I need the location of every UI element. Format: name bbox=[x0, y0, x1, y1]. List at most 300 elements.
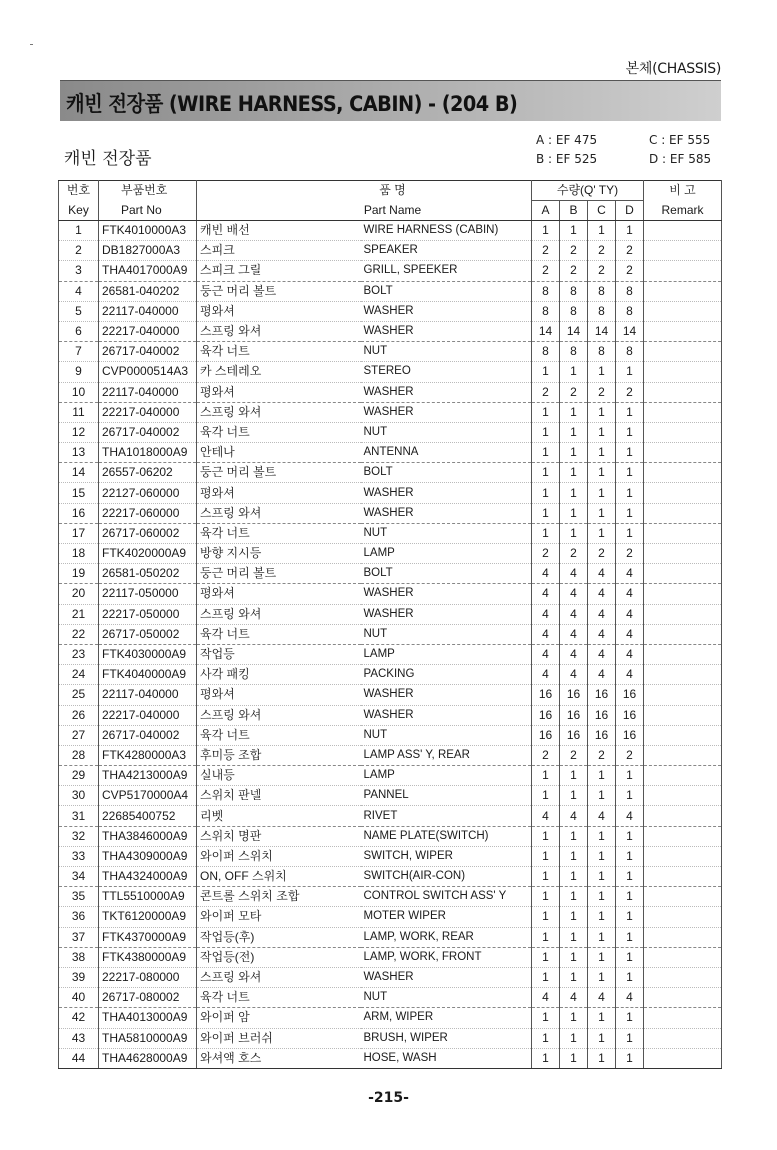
row-key: 33 bbox=[59, 846, 99, 866]
row-qty-d: 1 bbox=[616, 362, 644, 382]
row-key: 38 bbox=[59, 947, 99, 967]
row-qty-a: 1 bbox=[532, 867, 560, 887]
row-qty-d: 16 bbox=[616, 685, 644, 705]
row-remark bbox=[644, 281, 722, 301]
table-row bbox=[59, 988, 722, 1008]
row-qty-b: 1 bbox=[560, 1008, 588, 1028]
row-qty-a: 2 bbox=[532, 241, 560, 261]
table-row bbox=[59, 463, 722, 483]
model-legend-c: C : EF 555 bbox=[649, 133, 711, 147]
row-name-ko: 스프링 와셔 bbox=[197, 604, 361, 624]
row-remark bbox=[644, 301, 722, 321]
table-row bbox=[59, 745, 722, 765]
row-name-en: LAMP, WORK, FRONT bbox=[361, 947, 532, 967]
row-part-no: 26717-040002 bbox=[99, 725, 197, 745]
row-remark bbox=[644, 362, 722, 382]
row-qty-a: 4 bbox=[532, 624, 560, 644]
row-name-ko: 육각 너트 bbox=[197, 725, 361, 745]
table-row bbox=[59, 261, 722, 281]
row-part-no: CVP0000514A3 bbox=[99, 362, 197, 382]
page-number: -215- bbox=[368, 1090, 409, 1106]
row-remark bbox=[644, 321, 722, 341]
row-part-no: FTK4020000A9 bbox=[99, 544, 197, 564]
row-part-no: 22217-080000 bbox=[99, 967, 197, 987]
header-partno-en: Part No bbox=[99, 201, 197, 221]
row-qty-c: 4 bbox=[588, 665, 616, 685]
row-name-en: WASHER bbox=[361, 584, 532, 604]
row-qty-b: 2 bbox=[560, 382, 588, 402]
row-remark bbox=[644, 1028, 722, 1048]
row-part-no: FTK4040000A9 bbox=[99, 665, 197, 685]
row-qty-c: 1 bbox=[588, 422, 616, 442]
row-qty-a: 1 bbox=[532, 826, 560, 846]
row-remark bbox=[644, 584, 722, 604]
row-qty-c: 8 bbox=[588, 281, 616, 301]
row-key: 26 bbox=[59, 705, 99, 725]
row-name-ko: 후미등 조합 bbox=[197, 745, 361, 765]
row-key: 36 bbox=[59, 907, 99, 927]
row-name-ko: ON, OFF 스위치 bbox=[197, 867, 361, 887]
table-row bbox=[59, 281, 722, 301]
row-qty-d: 4 bbox=[616, 665, 644, 685]
row-name-ko: 스프링 와셔 bbox=[197, 705, 361, 725]
row-key: 34 bbox=[59, 867, 99, 887]
row-name-en: NAME PLATE(SWITCH) bbox=[361, 826, 532, 846]
row-key: 43 bbox=[59, 1028, 99, 1048]
row-remark bbox=[644, 624, 722, 644]
header-key-ko: 번호 bbox=[59, 181, 99, 201]
row-name-ko: 스위치 명판 bbox=[197, 826, 361, 846]
row-qty-d: 1 bbox=[616, 463, 644, 483]
row-qty-c: 2 bbox=[588, 544, 616, 564]
table-row bbox=[59, 705, 722, 725]
row-key: 32 bbox=[59, 826, 99, 846]
row-name-ko: 평와셔 bbox=[197, 584, 361, 604]
row-name-en: PANNEL bbox=[361, 786, 532, 806]
row-qty-d: 4 bbox=[616, 644, 644, 664]
row-name-ko: 카 스테레오 bbox=[197, 362, 361, 382]
row-key: 30 bbox=[59, 786, 99, 806]
row-qty-b: 1 bbox=[560, 221, 588, 241]
row-part-no: DB1827000A3 bbox=[99, 241, 197, 261]
row-qty-c: 1 bbox=[588, 826, 616, 846]
row-qty-a: 8 bbox=[532, 342, 560, 362]
row-qty-a: 2 bbox=[532, 544, 560, 564]
row-remark bbox=[644, 907, 722, 927]
row-qty-d: 1 bbox=[616, 786, 644, 806]
row-key: 20 bbox=[59, 584, 99, 604]
table-row bbox=[59, 725, 722, 745]
row-name-en: WASHER bbox=[361, 705, 532, 725]
row-name-ko: 평와셔 bbox=[197, 301, 361, 321]
row-qty-a: 4 bbox=[532, 988, 560, 1008]
table-row bbox=[59, 826, 722, 846]
row-name-en: BRUSH, WIPER bbox=[361, 1028, 532, 1048]
row-qty-c: 4 bbox=[588, 644, 616, 664]
row-key: 29 bbox=[59, 766, 99, 786]
row-key: 31 bbox=[59, 806, 99, 826]
row-remark bbox=[644, 604, 722, 624]
row-remark bbox=[644, 846, 722, 866]
row-qty-b: 4 bbox=[560, 604, 588, 624]
row-qty-d: 4 bbox=[616, 806, 644, 826]
row-qty-c: 16 bbox=[588, 725, 616, 745]
row-name-ko: 스프링 와셔 bbox=[197, 967, 361, 987]
row-qty-c: 2 bbox=[588, 241, 616, 261]
section-tag: 본체(CHASSIS) bbox=[625, 61, 721, 77]
table-row bbox=[59, 1048, 722, 1068]
row-qty-c: 8 bbox=[588, 342, 616, 362]
row-remark bbox=[644, 564, 722, 584]
row-qty-c: 1 bbox=[588, 443, 616, 463]
row-remark bbox=[644, 988, 722, 1008]
row-name-ko: 와이퍼 모타 bbox=[197, 907, 361, 927]
row-remark bbox=[644, 685, 722, 705]
row-part-no: 22685400752 bbox=[99, 806, 197, 826]
row-qty-a: 1 bbox=[532, 1028, 560, 1048]
header-name-en: Part Name bbox=[197, 201, 532, 221]
row-remark bbox=[644, 483, 722, 503]
row-qty-b: 4 bbox=[560, 624, 588, 644]
row-qty-b: 2 bbox=[560, 241, 588, 261]
row-part-no: 26717-060002 bbox=[99, 523, 197, 543]
row-name-en: WASHER bbox=[361, 483, 532, 503]
row-key: 6 bbox=[59, 321, 99, 341]
row-key: 39 bbox=[59, 967, 99, 987]
row-qty-d: 1 bbox=[616, 846, 644, 866]
row-qty-d: 16 bbox=[616, 705, 644, 725]
row-key: 40 bbox=[59, 988, 99, 1008]
row-key: 28 bbox=[59, 745, 99, 765]
row-key: 44 bbox=[59, 1048, 99, 1068]
row-qty-b: 1 bbox=[560, 1048, 588, 1068]
row-qty-d: 1 bbox=[616, 967, 644, 987]
row-part-no: FTK4280000A3 bbox=[99, 745, 197, 765]
table-row bbox=[59, 644, 722, 664]
row-name-ko: 실내등 bbox=[197, 766, 361, 786]
row-key: 11 bbox=[59, 402, 99, 422]
row-qty-d: 1 bbox=[616, 221, 644, 241]
row-qty-d: 2 bbox=[616, 261, 644, 281]
row-key: 2 bbox=[59, 241, 99, 261]
row-qty-d: 1 bbox=[616, 927, 644, 947]
row-name-ko: 스위치 판넬 bbox=[197, 786, 361, 806]
row-part-no: 22217-040000 bbox=[99, 402, 197, 422]
row-qty-c: 1 bbox=[588, 927, 616, 947]
row-qty-d: 2 bbox=[616, 745, 644, 765]
row-name-en: LAMP, WORK, REAR bbox=[361, 927, 532, 947]
row-qty-b: 1 bbox=[560, 362, 588, 382]
row-qty-c: 1 bbox=[588, 786, 616, 806]
row-qty-b: 1 bbox=[560, 846, 588, 866]
row-part-no: 22217-060000 bbox=[99, 503, 197, 523]
row-name-ko: 콘트롤 스위치 조합 bbox=[197, 887, 361, 907]
row-qty-a: 4 bbox=[532, 564, 560, 584]
header-qty-d: D bbox=[616, 201, 644, 221]
row-part-no: 22117-050000 bbox=[99, 584, 197, 604]
row-key: 27 bbox=[59, 725, 99, 745]
row-name-ko: 캐빈 배선 bbox=[197, 221, 361, 241]
row-name-ko: 사각 패킹 bbox=[197, 665, 361, 685]
model-legend-b: B : EF 525 bbox=[536, 152, 598, 166]
row-remark bbox=[644, 422, 722, 442]
row-qty-d: 1 bbox=[616, 503, 644, 523]
row-qty-b: 1 bbox=[560, 422, 588, 442]
row-qty-b: 4 bbox=[560, 584, 588, 604]
row-part-no: THA3846000A9 bbox=[99, 826, 197, 846]
row-key: 19 bbox=[59, 564, 99, 584]
row-remark bbox=[644, 342, 722, 362]
row-qty-a: 1 bbox=[532, 463, 560, 483]
row-qty-d: 2 bbox=[616, 241, 644, 261]
row-remark bbox=[644, 382, 722, 402]
row-qty-a: 1 bbox=[532, 1008, 560, 1028]
row-qty-c: 1 bbox=[588, 463, 616, 483]
table-row bbox=[59, 967, 722, 987]
row-qty-a: 2 bbox=[532, 261, 560, 281]
row-name-ko: 작업등 bbox=[197, 644, 361, 664]
row-qty-d: 1 bbox=[616, 422, 644, 442]
row-qty-d: 1 bbox=[616, 887, 644, 907]
row-key: 37 bbox=[59, 927, 99, 947]
row-remark bbox=[644, 806, 722, 826]
row-part-no: THA4309000A9 bbox=[99, 846, 197, 866]
row-qty-b: 16 bbox=[560, 725, 588, 745]
row-remark bbox=[644, 523, 722, 543]
row-qty-b: 16 bbox=[560, 685, 588, 705]
row-qty-b: 16 bbox=[560, 705, 588, 725]
row-remark bbox=[644, 463, 722, 483]
row-qty-d: 8 bbox=[616, 342, 644, 362]
row-qty-b: 4 bbox=[560, 665, 588, 685]
table-row bbox=[59, 685, 722, 705]
row-remark bbox=[644, 867, 722, 887]
row-key: 1 bbox=[59, 221, 99, 241]
row-qty-c: 16 bbox=[588, 705, 616, 725]
row-name-en: BOLT bbox=[361, 281, 532, 301]
row-part-no: FTK4380000A9 bbox=[99, 947, 197, 967]
row-name-ko: 육각 너트 bbox=[197, 342, 361, 362]
row-qty-a: 1 bbox=[532, 221, 560, 241]
row-name-ko: 스프링 와셔 bbox=[197, 321, 361, 341]
table-row bbox=[59, 402, 722, 422]
row-name-en: RIVET bbox=[361, 806, 532, 826]
row-name-en: PACKING bbox=[361, 665, 532, 685]
row-name-en: WASHER bbox=[361, 604, 532, 624]
row-name-en: WASHER bbox=[361, 402, 532, 422]
row-name-ko: 평와셔 bbox=[197, 483, 361, 503]
row-name-en: WASHER bbox=[361, 301, 532, 321]
row-name-ko: 육각 너트 bbox=[197, 523, 361, 543]
row-qty-b: 1 bbox=[560, 826, 588, 846]
row-qty-c: 1 bbox=[588, 362, 616, 382]
row-part-no: THA5810000A9 bbox=[99, 1028, 197, 1048]
row-qty-c: 2 bbox=[588, 382, 616, 402]
row-remark bbox=[644, 725, 722, 745]
table-row bbox=[59, 221, 722, 241]
parts-table bbox=[58, 180, 722, 1069]
row-key: 3 bbox=[59, 261, 99, 281]
table-row bbox=[59, 301, 722, 321]
row-name-en: STEREO bbox=[361, 362, 532, 382]
row-qty-a: 1 bbox=[532, 503, 560, 523]
row-remark bbox=[644, 241, 722, 261]
row-qty-b: 1 bbox=[560, 503, 588, 523]
row-qty-a: 2 bbox=[532, 382, 560, 402]
row-qty-b: 4 bbox=[560, 644, 588, 664]
row-qty-c: 8 bbox=[588, 301, 616, 321]
row-name-en: MOTER WIPER bbox=[361, 907, 532, 927]
row-remark bbox=[644, 503, 722, 523]
row-part-no: FTK4030000A9 bbox=[99, 644, 197, 664]
row-name-ko: 스피크 그릴 bbox=[197, 261, 361, 281]
row-qty-d: 4 bbox=[616, 624, 644, 644]
row-name-ko: 육각 너트 bbox=[197, 988, 361, 1008]
row-remark bbox=[644, 745, 722, 765]
row-part-no: THA4628000A9 bbox=[99, 1048, 197, 1068]
parts-table-body bbox=[59, 221, 722, 1069]
row-name-en: BOLT bbox=[361, 463, 532, 483]
row-qty-d: 1 bbox=[616, 947, 644, 967]
row-qty-d: 4 bbox=[616, 564, 644, 584]
row-name-ko: 리벳 bbox=[197, 806, 361, 826]
model-legend-a: A : EF 475 bbox=[536, 133, 598, 147]
row-name-ko: 와이퍼 암 bbox=[197, 1008, 361, 1028]
row-part-no: 22217-040000 bbox=[99, 705, 197, 725]
row-qty-c: 2 bbox=[588, 745, 616, 765]
row-name-en: WASHER bbox=[361, 503, 532, 523]
row-qty-a: 4 bbox=[532, 644, 560, 664]
row-qty-d: 1 bbox=[616, 1048, 644, 1068]
row-name-en: WASHER bbox=[361, 967, 532, 987]
table-row bbox=[59, 1028, 722, 1048]
row-part-no: 26717-050002 bbox=[99, 624, 197, 644]
row-qty-a: 1 bbox=[532, 846, 560, 866]
table-row bbox=[59, 483, 722, 503]
header-remark-en: Remark bbox=[644, 201, 722, 221]
row-part-no: 26717-040002 bbox=[99, 422, 197, 442]
row-remark bbox=[644, 766, 722, 786]
row-remark bbox=[644, 967, 722, 987]
row-name-en: HOSE, WASH bbox=[361, 1048, 532, 1068]
row-qty-c: 1 bbox=[588, 947, 616, 967]
row-qty-c: 4 bbox=[588, 604, 616, 624]
row-remark bbox=[644, 665, 722, 685]
row-qty-a: 14 bbox=[532, 321, 560, 341]
row-qty-d: 14 bbox=[616, 321, 644, 341]
row-qty-a: 4 bbox=[532, 584, 560, 604]
row-name-ko: 안테나 bbox=[197, 443, 361, 463]
row-part-no: 26557-06202 bbox=[99, 463, 197, 483]
row-remark bbox=[644, 927, 722, 947]
row-qty-d: 1 bbox=[616, 867, 644, 887]
row-name-ko: 작업등(후) bbox=[197, 927, 361, 947]
table-row bbox=[59, 665, 722, 685]
table-row bbox=[59, 443, 722, 463]
table-row bbox=[59, 806, 722, 826]
row-qty-b: 1 bbox=[560, 402, 588, 422]
row-qty-d: 1 bbox=[616, 523, 644, 543]
row-name-en: SWITCH(AIR-CON) bbox=[361, 867, 532, 887]
scan-mark bbox=[30, 44, 33, 45]
row-part-no: 22217-050000 bbox=[99, 604, 197, 624]
row-qty-b: 8 bbox=[560, 301, 588, 321]
row-qty-d: 8 bbox=[616, 281, 644, 301]
row-name-en: ANTENNA bbox=[361, 443, 532, 463]
table-row bbox=[59, 887, 722, 907]
row-part-no: THA4017000A9 bbox=[99, 261, 197, 281]
row-qty-d: 1 bbox=[616, 766, 644, 786]
row-key: 13 bbox=[59, 443, 99, 463]
row-name-en: WIRE HARNESS (CABIN) bbox=[361, 221, 532, 241]
header-qty-a: A bbox=[532, 201, 560, 221]
row-name-ko: 와셔액 호스 bbox=[197, 1048, 361, 1068]
row-qty-c: 1 bbox=[588, 887, 616, 907]
row-name-ko: 둥근 머리 볼트 bbox=[197, 463, 361, 483]
row-name-en: GRILL, SPEEKER bbox=[361, 261, 532, 281]
row-qty-c: 4 bbox=[588, 988, 616, 1008]
row-name-en: LAMP bbox=[361, 644, 532, 664]
row-qty-d: 1 bbox=[616, 1028, 644, 1048]
table-row bbox=[59, 907, 722, 927]
row-key: 22 bbox=[59, 624, 99, 644]
row-qty-c: 1 bbox=[588, 503, 616, 523]
row-name-ko: 육각 너트 bbox=[197, 624, 361, 644]
row-part-no: 26581-040202 bbox=[99, 281, 197, 301]
row-qty-c: 14 bbox=[588, 321, 616, 341]
row-qty-a: 1 bbox=[532, 786, 560, 806]
row-qty-c: 4 bbox=[588, 624, 616, 644]
model-legend-d: D : EF 585 bbox=[649, 152, 712, 166]
row-qty-c: 1 bbox=[588, 967, 616, 987]
row-qty-b: 1 bbox=[560, 463, 588, 483]
row-qty-b: 2 bbox=[560, 261, 588, 281]
row-qty-b: 2 bbox=[560, 544, 588, 564]
row-remark bbox=[644, 826, 722, 846]
row-part-no: 22117-040000 bbox=[99, 685, 197, 705]
header-qty-c: C bbox=[588, 201, 616, 221]
table-row bbox=[59, 927, 722, 947]
row-name-en: NUT bbox=[361, 624, 532, 644]
row-qty-a: 1 bbox=[532, 443, 560, 463]
row-qty-b: 1 bbox=[560, 867, 588, 887]
row-key: 18 bbox=[59, 544, 99, 564]
table-row bbox=[59, 604, 722, 624]
row-remark bbox=[644, 1048, 722, 1068]
table-row bbox=[59, 1008, 722, 1028]
row-qty-a: 1 bbox=[532, 523, 560, 543]
row-name-ko: 스피크 bbox=[197, 241, 361, 261]
table-row bbox=[59, 321, 722, 341]
row-name-ko: 육각 너트 bbox=[197, 422, 361, 442]
row-qty-c: 1 bbox=[588, 867, 616, 887]
row-qty-a: 8 bbox=[532, 281, 560, 301]
row-name-en: LAMP ASS' Y, REAR bbox=[361, 745, 532, 765]
row-part-no: 26717-040002 bbox=[99, 342, 197, 362]
row-qty-b: 1 bbox=[560, 786, 588, 806]
row-qty-d: 2 bbox=[616, 544, 644, 564]
header-key-en: Key bbox=[59, 201, 99, 221]
row-key: 15 bbox=[59, 483, 99, 503]
row-name-ko: 평와셔 bbox=[197, 685, 361, 705]
row-key: 21 bbox=[59, 604, 99, 624]
row-part-no: THA4013000A9 bbox=[99, 1008, 197, 1028]
row-qty-b: 8 bbox=[560, 281, 588, 301]
table-row bbox=[59, 241, 722, 261]
row-name-en: NUT bbox=[361, 523, 532, 543]
row-part-no: TTL5510000A9 bbox=[99, 887, 197, 907]
row-remark bbox=[644, 887, 722, 907]
